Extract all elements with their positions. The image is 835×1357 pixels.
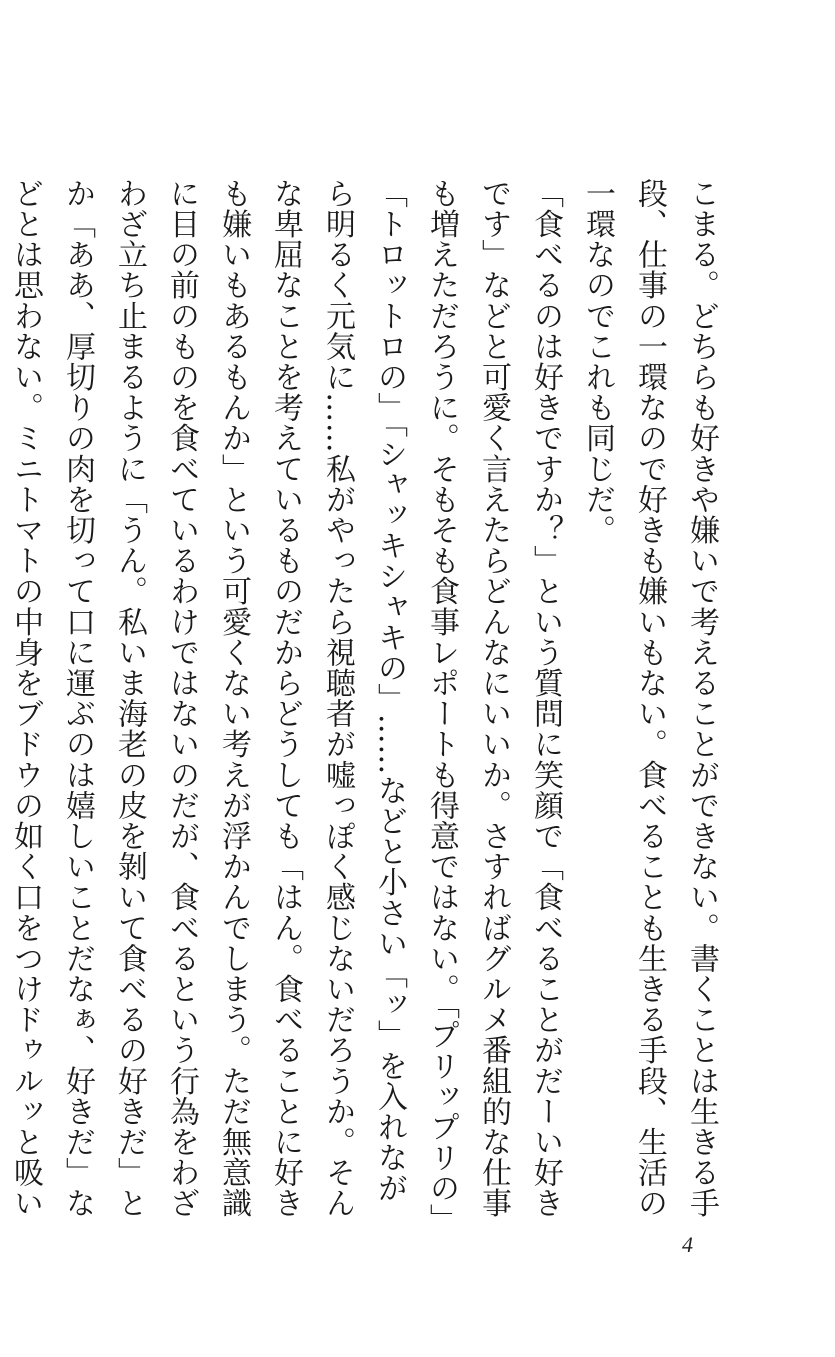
page-number: 4 bbox=[682, 1232, 693, 1257]
paragraph-1: こまる。どちらも好きや嫌いで考えることができない。書くことは生きる手段、仕事の一環なので好きも嫌いもない。食べることも生きる手段、生活の一環なのでこれも同じだ。 bbox=[580, 178, 719, 1219]
paragraph-2: 「食べるのは好きですか？」という質問に笑顔で「食べることがだーい好きです」などと可愛く言えたらどんなにいいか。さすればグルメ番組的な仕事も増えただろうに。そもそも食事レポートも得意ではない。「プリップリの」「トロットロの」「シャッキシャキの」……などと小さい「ッ」を入れながら明るく元気に……私がやったら視聴者が嘘っぽく感じないだろうか。そんな卑屈なことを考えているものだからどうしても「はん。食べることに好きも嫌いもあるもんか」という可愛くない考えが浮かんでしまう。ただ無意識に目の前のものを食べているわけではないのだが、食べるという行為をわざわざ立ち止まるように「うん。私いま海老の皮を剝いて食べるの好きだ」とか「ああ、厚切りの肉を切って口に運ぶのは嬉しいことだなぁ、好きだ」などとは思わない。ミニトマトの中身をブドウの如く口をつけドゥルッと吸い bbox=[8, 178, 563, 1219]
vertical-text-body bbox=[8, 178, 727, 1233]
